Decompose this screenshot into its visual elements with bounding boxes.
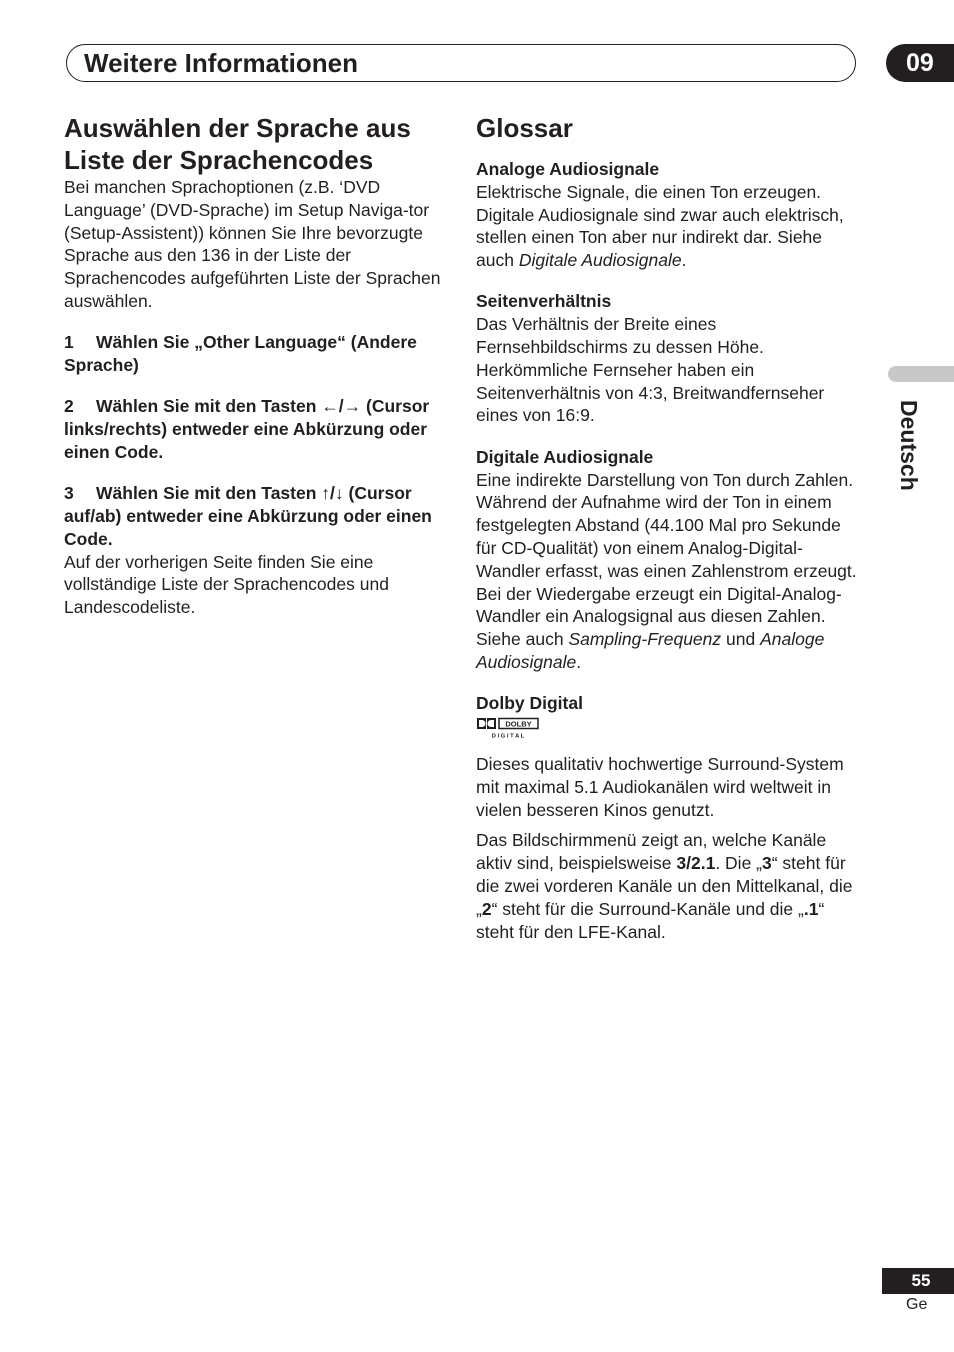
svg-text:DOLBY: DOLBY <box>505 719 532 729</box>
page-language-code: Ge <box>906 1296 928 1313</box>
language-tab-marker <box>888 366 954 382</box>
glossary-definition: Das Verhältnis der Breite eines Fernsehbildschirms zu dessen Höhe. Herkömmliche Fernseher haben ein Seitenverhältnis von 4:3, Breitwandfernseher eines von 16:9. <box>476 314 825 426</box>
intro-paragraph: Bei manchen Sprachoptionen (z.B. ‘DVD Language’ (DVD-Sprache) im Setup Naviga-tor (Setup-Assistent)) können Sie Ihre bevorzugte Sprache aus den 136 in der Liste der Sprachencodes aufgeführten Liste der Sprachen auswählen. <box>64 177 441 311</box>
glossary-entry <box>476 290 861 427</box>
dolby-digital-logo <box>476 717 540 739</box>
glossary-entry-dolby <box>476 692 861 943</box>
step-1 <box>64 331 444 377</box>
right-column <box>476 112 861 962</box>
step-number: 3 <box>64 483 74 504</box>
glossary-term: Analoge Audiosignale <box>476 159 660 179</box>
step-text: Wählen Sie „Other Language“ (Andere Sprache) <box>64 332 417 376</box>
language-tab <box>888 400 932 510</box>
section-heading-glossary: Glossar <box>476 113 573 143</box>
glossary-definition: Das Bildschirmmenü zeigt an, welche Kanäle aktiv sind, beispielsweise 3/2.1. Die „3“ steht für die zwei vorderen Kanäle un den Mittelkanal, die „2“ steht für die Surround-Kanäle und die „.1“ steht für den LFE-Kanal. <box>476 830 853 942</box>
step-number: 2 <box>64 396 74 417</box>
step-text: Wählen Sie mit den Tasten ←/→ (Cursor links/rechts) entweder eine Abkürzung oder einen Code. <box>64 396 430 462</box>
left-column <box>64 112 444 619</box>
glossary-term: Seitenverhältnis <box>476 291 612 312</box>
chapter-number: 09 <box>886 44 954 82</box>
glossary-term: Digitale Audiosignale <box>476 446 654 467</box>
svg-text:D I G I T A L: D I G I T A L <box>491 733 525 740</box>
cross-reference: Sampling-Frequenz <box>568 629 722 650</box>
step-3 <box>64 482 444 550</box>
section-heading-language: Auswählen der Sprache aus Liste der Sprachencodes <box>64 113 411 175</box>
page-number: 55 <box>882 1268 954 1294</box>
glossary-term: Dolby Digital <box>476 693 583 714</box>
cross-reference: Analoge Audiosignale <box>476 629 825 672</box>
cross-reference: Digitale Audiosignale <box>518 250 682 271</box>
language-tab-label: Deutsch <box>896 400 922 491</box>
page-title: Weitere Informationen <box>84 48 359 78</box>
glossary-definition: Eine indirekte Darstellung von Ton durch Zahlen. Während der Aufnahme wird der Ton in einem festgelegten Abstand (44.100 Mal pro Sekunde für CD-Qualität) von einem Analog-Digital-Wandler erfasst, was einen Zahlenstrom erzeugt. Bei der Wiedergabe erzeugt ein Digital-Analog-Wandler ein Analogsignal aus diesen Zahlen. Siehe auch Sampling-Frequenz und Analoge Audiosignale. <box>476 469 857 672</box>
step-text: Wählen Sie mit den Tasten ↑/↓ (Cursor auf/ab) entweder eine Abkürzung oder einen Code. <box>64 483 432 549</box>
glossary-entry <box>476 446 861 674</box>
outro-paragraph: Auf der vorherigen Seite finden Sie eine vollständige Liste der Sprachencodes und Landescodeliste. <box>64 551 389 618</box>
step-number: 1 <box>64 332 74 353</box>
glossary-entry <box>476 158 861 272</box>
glossary-definition: Dieses qualitativ hochwertige Surround-System mit maximal 5.1 Audiokanälen wird weltweit in vielen besseren Kinos genutzt. <box>476 754 844 820</box>
glossary-definition: Elektrische Signale, die einen Ton erzeugen. Digitale Audiosignale sind zwar auch elektrisch, stellen einen Ton aber nur indirekt dar. Siehe auch Digitale Audiosignale. <box>476 181 844 271</box>
step-2 <box>64 395 444 463</box>
